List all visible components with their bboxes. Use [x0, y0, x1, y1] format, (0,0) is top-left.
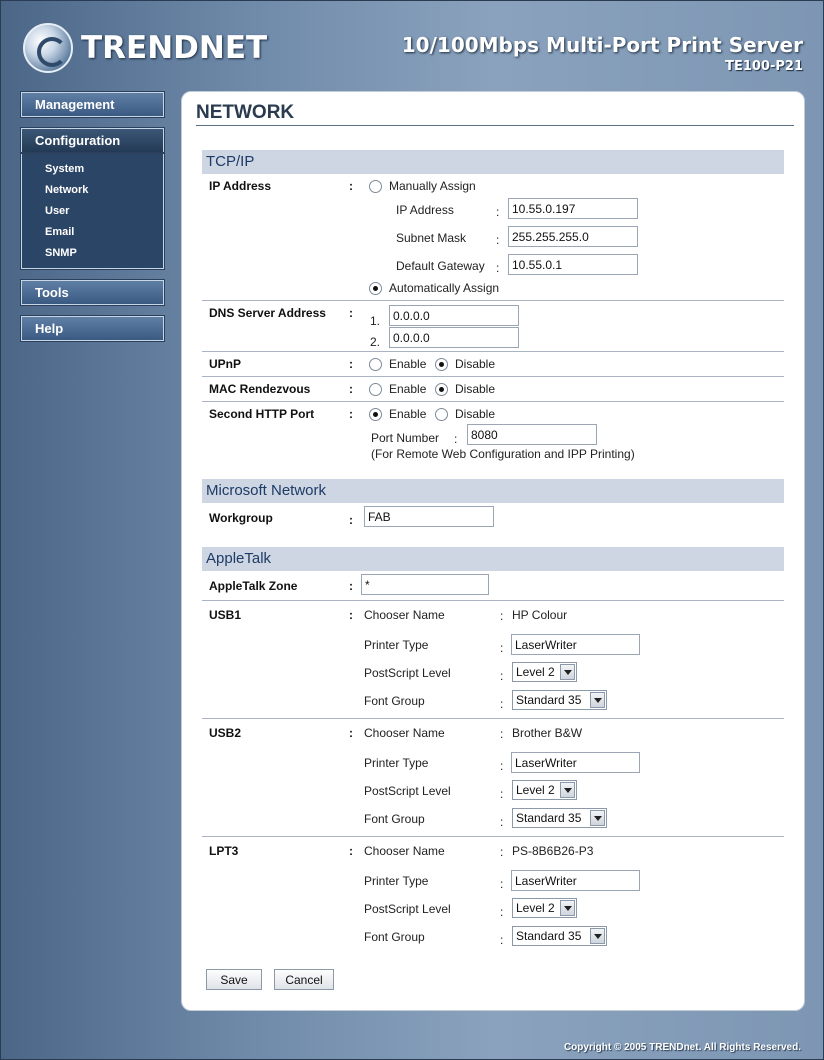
- divider: [202, 351, 784, 352]
- second-http-port-label: Second HTTP Port: [209, 407, 315, 421]
- chooser-name-label: Chooser Name: [364, 726, 445, 740]
- http-enable-radio[interactable]: [369, 408, 382, 421]
- colon: :: [349, 513, 353, 527]
- usb2-chooser-name: Brother B&W: [512, 726, 583, 740]
- colon: :: [349, 407, 353, 421]
- usb1-printer-type-input[interactable]: [511, 634, 640, 655]
- header: [1, 1, 824, 87]
- divider: [202, 600, 784, 601]
- upnp-label: UPnP: [209, 357, 242, 371]
- product-title: 10/100Mbps Multi-Port Print Server: [401, 33, 803, 57]
- auto-assign-label: Automatically Assign: [389, 281, 500, 295]
- colon: :: [500, 727, 504, 741]
- chevron-down-icon: [560, 782, 575, 798]
- chevron-down-icon: [560, 664, 575, 680]
- globe-logo-icon: [23, 23, 73, 73]
- colon: :: [500, 905, 504, 919]
- subnet-mask-input[interactable]: [508, 226, 638, 247]
- usb1-chooser-name: HP Colour: [512, 608, 568, 622]
- usb2-font-group-select[interactable]: [512, 808, 607, 828]
- colon: :: [500, 669, 504, 683]
- http-disable-label: Disable: [455, 407, 496, 421]
- select-value: Level 2: [516, 783, 555, 797]
- chevron-down-icon: [560, 900, 575, 916]
- colon: :: [349, 726, 353, 740]
- product-model: TE100-P21: [725, 59, 803, 74]
- section-heading-appletalk: AppleTalk: [202, 547, 784, 571]
- select-value: Level 2: [516, 665, 555, 679]
- appletalk-zone-input[interactable]: [361, 574, 489, 595]
- chevron-down-icon: [590, 692, 605, 708]
- brand-logo: [23, 23, 267, 73]
- colon: :: [349, 844, 353, 858]
- printer-type-label: Printer Type: [364, 874, 429, 888]
- dns1-number: 1.: [370, 314, 381, 328]
- colon: :: [349, 608, 353, 622]
- colon: :: [349, 306, 353, 320]
- font-group-label: Font Group: [364, 694, 425, 708]
- colon: :: [496, 261, 500, 275]
- static-ip-label: IP Address: [396, 203, 454, 217]
- divider: [202, 836, 784, 837]
- colon: :: [349, 579, 353, 593]
- ip-address-label: IP Address: [209, 179, 272, 193]
- font-group-label: Font Group: [364, 812, 425, 826]
- configuration-submenu: [21, 153, 164, 269]
- manual-assign-label: Manually Assign: [389, 179, 476, 193]
- cancel-button[interactable]: Cancel: [274, 969, 334, 990]
- colon: :: [349, 179, 353, 193]
- page-title: NETWORK: [196, 102, 794, 126]
- sidebar-item-configuration[interactable]: Configuration: [21, 128, 164, 153]
- upnp-disable-radio[interactable]: [435, 358, 448, 371]
- mac-enable-radio[interactable]: [369, 383, 382, 396]
- divider: [202, 376, 784, 377]
- select-value: Level 2: [516, 901, 555, 915]
- sidebar-item-help[interactable]: Help: [21, 316, 164, 341]
- select-value: Standard 35: [516, 693, 582, 707]
- sidebar: [21, 92, 166, 352]
- port-name-usb1: USB1: [209, 608, 242, 622]
- usb2-printer-type-input[interactable]: [511, 752, 640, 773]
- colon: :: [500, 641, 504, 655]
- chooser-name-label: Chooser Name: [364, 608, 445, 622]
- chevron-down-icon: [590, 928, 605, 944]
- default-gateway-input[interactable]: [508, 254, 638, 275]
- chooser-name-label: Chooser Name: [364, 844, 445, 858]
- sidebar-item-management[interactable]: Management: [21, 92, 164, 117]
- http-enable-label: Enable: [389, 407, 427, 421]
- submenu-item-network[interactable]: Network: [45, 184, 89, 196]
- mac-disable-radio[interactable]: [435, 383, 448, 396]
- colon: :: [500, 815, 504, 829]
- copyright-text: Copyright © 2005 TRENDnet. All Rights Reserved.: [563, 1042, 801, 1053]
- port-number-input[interactable]: [467, 424, 597, 445]
- port-name-lpt3: LPT3: [209, 844, 239, 858]
- colon: :: [496, 205, 500, 219]
- select-value: Standard 35: [516, 929, 582, 943]
- select-value: Standard 35: [516, 811, 582, 825]
- postscript-level-label: PostScript Level: [364, 784, 451, 798]
- manual-assign-radio[interactable]: [369, 180, 382, 193]
- mac-enable-label: Enable: [389, 382, 427, 396]
- http-disable-radio[interactable]: [435, 408, 448, 421]
- mac-rendezvous-label: MAC Rendezvous: [209, 382, 311, 396]
- dns2-input[interactable]: [389, 327, 519, 348]
- dns-server-label: DNS Server Address: [209, 306, 326, 320]
- printer-type-label: Printer Type: [364, 756, 429, 770]
- submenu-item-email[interactable]: Email: [45, 226, 75, 238]
- subnet-mask-label: Subnet Mask: [396, 231, 467, 245]
- colon: :: [349, 357, 353, 371]
- colon: :: [500, 845, 504, 859]
- workgroup-label: Workgroup: [209, 511, 273, 525]
- printer-type-label: Printer Type: [364, 638, 429, 652]
- colon: :: [496, 233, 500, 247]
- ip-address-input[interactable]: [508, 198, 638, 219]
- chevron-down-icon: [590, 810, 605, 826]
- dns2-number: 2.: [370, 335, 381, 349]
- colon: :: [500, 697, 504, 711]
- lpt3-font-group-select[interactable]: [512, 926, 607, 946]
- colon: :: [500, 609, 504, 623]
- sidebar-item-tools[interactable]: Tools: [21, 280, 164, 305]
- colon: :: [500, 759, 504, 773]
- submenu-item-user[interactable]: User: [45, 205, 70, 217]
- dns1-input[interactable]: [389, 305, 519, 326]
- divider: [202, 300, 784, 301]
- section-heading-tcpip: TCP/IP: [202, 150, 784, 174]
- workgroup-input[interactable]: [364, 506, 494, 527]
- usb2-postscript-level-select[interactable]: [512, 780, 577, 800]
- default-gateway-label: Default Gateway: [396, 259, 485, 273]
- upnp-enable-radio[interactable]: [369, 358, 382, 371]
- colon: :: [500, 787, 504, 801]
- lpt3-chooser-name: PS-8B6B26-P3: [512, 844, 594, 858]
- divider: [202, 401, 784, 402]
- section-heading-microsoft-network: Microsoft Network: [202, 479, 784, 503]
- content-panel: [181, 91, 805, 1011]
- colon: :: [349, 382, 353, 396]
- colon: :: [500, 877, 504, 891]
- upnp-disable-label: Disable: [455, 357, 496, 371]
- brand-name: TRENDNET: [81, 30, 268, 66]
- mac-disable-label: Disable: [455, 382, 496, 396]
- auto-assign-radio[interactable]: [369, 282, 382, 295]
- font-group-label: Font Group: [364, 930, 425, 944]
- divider: [202, 718, 784, 719]
- port-number-note: (For Remote Web Configuration and IPP Printing): [371, 447, 635, 461]
- appletalk-zone-label: AppleTalk Zone: [209, 579, 298, 593]
- port-name-usb2: USB2: [209, 726, 242, 740]
- lpt3-printer-type-input[interactable]: [511, 870, 640, 891]
- port-number-label: Port Number: [371, 431, 440, 445]
- postscript-level-label: PostScript Level: [364, 666, 451, 680]
- save-button[interactable]: Save: [206, 969, 262, 990]
- usb1-font-group-select[interactable]: [512, 690, 607, 710]
- postscript-level-label: PostScript Level: [364, 902, 451, 916]
- usb1-postscript-level-select[interactable]: [512, 662, 577, 682]
- upnp-enable-label: Enable: [389, 357, 427, 371]
- submenu-item-snmp[interactable]: SNMP: [45, 247, 77, 259]
- colon: :: [500, 933, 504, 947]
- lpt3-postscript-level-select[interactable]: [512, 898, 577, 918]
- submenu-item-system[interactable]: System: [45, 163, 85, 175]
- colon: :: [454, 432, 458, 446]
